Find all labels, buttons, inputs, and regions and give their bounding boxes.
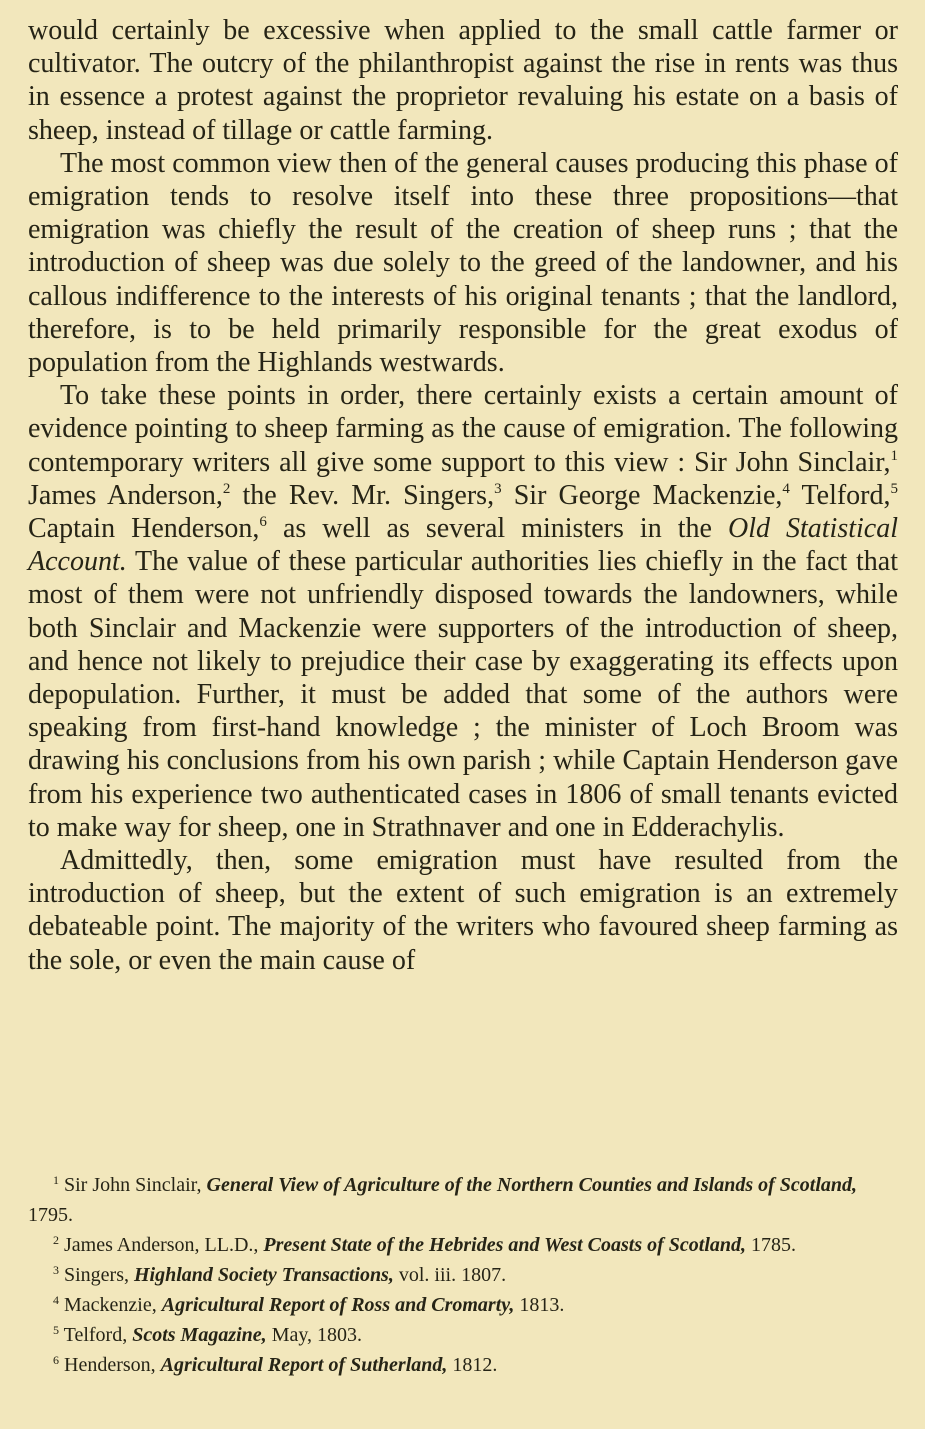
footnote-title: General View of Agriculture of the Northern Counties and Islands of Scotland, (206, 1174, 858, 1196)
footnotes (28, 1170, 898, 1380)
text-run: James Anderson, (28, 479, 223, 511)
footnote-reference: 6 (259, 514, 267, 531)
footnote-number: 2 (53, 1233, 59, 1247)
footnote-reference: 4 (782, 480, 790, 497)
text-run: as well as several ministers in the (266, 513, 728, 545)
footnote-reference: 3 (494, 480, 502, 497)
text-run: the Rev. Mr. Singers, (230, 479, 495, 511)
footnote-number: 3 (53, 1263, 59, 1277)
footnote-details: 1795. (28, 1204, 73, 1226)
footnote-number: 4 (53, 1293, 59, 1307)
text-run: Captain Henderson, (28, 513, 260, 545)
footnote-author: Sir John Sinclair, (64, 1174, 207, 1196)
footnote-details: 1813. (514, 1294, 565, 1316)
footnote-author: James Anderson, LL.D., (64, 1234, 264, 1256)
footnote-details: May, 1803. (266, 1324, 363, 1346)
footnote-reference: 5 (890, 480, 899, 497)
footnote-reference: 2 (222, 480, 231, 497)
paragraph (28, 844, 898, 977)
text-run: To take these points in order, there certainly exists a certain amount of evidence pointing to sheep farming as the cause of emigration. The following contemporary writers all give some support to this view : Sir John Sinclair, (28, 380, 898, 478)
text-run: The value of these particular authorities lies chiefly in the fact that most of them were not unfriendly disposed towards the landowners, while both Sinclair and Mackenzie were supporters of the introduction of sheep, and hence not likely to prejudice their case by exaggerating its effects upon depopulation. Further, it must be added that some of the authors were speaking from first-hand knowledge ; the minister of Loch Broom was drawing his conclusions from his own parish ; while Captain Henderson gave from his experience two authenticated cases in 1806 of small tenants evicted to make way for sheep, one in Strathnaver and one in Edderachylis. (28, 546, 898, 843)
paragraph (28, 379, 898, 844)
text-run: The most common view then of the general causes producing this phase of emigration tends to resolve itself into these three propositions—that emigration was chiefly the result of the creation of sheep runs ; that the introduction of sheep was due solely to the greed of the landowner, and his callous indifference to the interests of his original tenants ; that the landlord, therefore, is to be held primarily responsible for the great exodus of population from the Highlands westwards. (28, 147, 898, 379)
footnote-number: 1 (53, 1173, 59, 1187)
footnote (28, 1290, 898, 1320)
footnote-number: 6 (53, 1353, 59, 1367)
footnote-title: Agricultural Report of Sutherland, (160, 1354, 448, 1376)
footnote (28, 1350, 898, 1380)
text-run: Telford, (789, 479, 891, 511)
footnote-author: Singers, (64, 1264, 134, 1286)
footnote-details: 1785. (746, 1234, 797, 1256)
italic-title: Old Statistical Account. (28, 513, 898, 578)
paragraph (28, 14, 898, 147)
footnote-details: vol. iii. 1807. (393, 1264, 507, 1286)
paragraph (28, 147, 898, 379)
footnote-title: Highland Society Transactions, (134, 1264, 394, 1286)
text-run: would certainly be excessive when applied to the small cattle farmer or cultivator. The outcry of the philanthropist against the rise in rents was thus in essence a protest against the proprietor revaluing his estate on a basis of sheep, instead of tillage or cattle farming. (28, 15, 898, 146)
footnote-details: 1812. (447, 1354, 498, 1376)
text-run: Sir George Mackenzie, (501, 479, 783, 511)
footnote (28, 1320, 898, 1350)
footnote-author: Mackenzie, (64, 1294, 162, 1316)
footnote-title: Scots Magazine, (132, 1324, 267, 1346)
body-text (28, 14, 898, 977)
footnote-author: Telford, (63, 1324, 133, 1346)
footnote-reference: 1 (890, 447, 898, 464)
footnote-title: Present State of the Hebrides and West Coasts of Scotland, (263, 1234, 747, 1256)
footnote (28, 1170, 898, 1230)
footnote (28, 1230, 898, 1260)
footnote-title: Agricultural Report of Ross and Cromarty, (161, 1294, 515, 1316)
footnote (28, 1260, 898, 1290)
footnote-author: Henderson, (64, 1354, 161, 1376)
footnote-number: 5 (53, 1323, 59, 1337)
text-run: Admittedly, then, some emigration must have resulted from the introduction of sheep, but the extent of such emigration is an extremely debateable point. The majority of the writers who favoured sheep farming as the sole, or even the main cause of (28, 845, 898, 976)
